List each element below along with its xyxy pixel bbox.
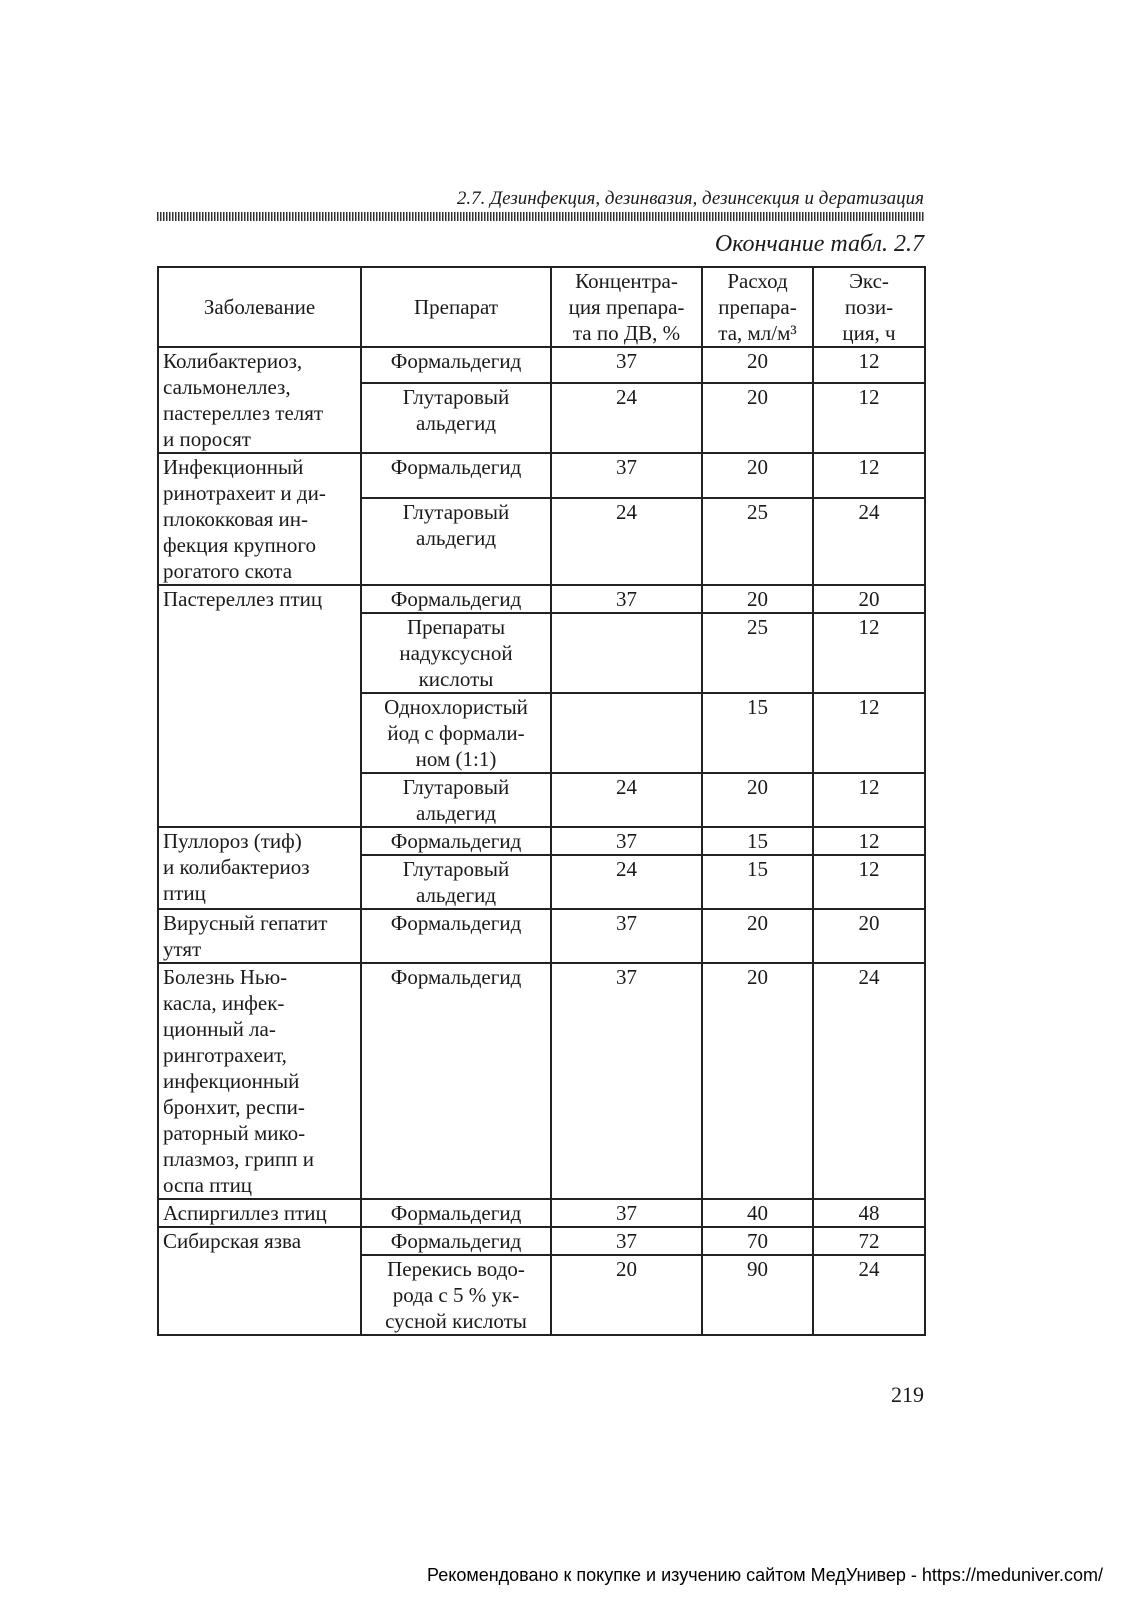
header-consumption-line: препара- — [718, 295, 797, 319]
preparation-cell — [361, 613, 551, 693]
preparation-cell — [361, 855, 551, 909]
exposure-cell: 72 — [813, 1227, 925, 1255]
exposure-cell: 20 — [813, 909, 925, 963]
consumption-cell: 20 — [702, 383, 813, 453]
consumption-cell: 20 — [702, 963, 813, 1199]
concentration-cell — [551, 613, 702, 693]
exposure-cell: 12 — [813, 827, 925, 855]
exposure-cell: 12 — [813, 773, 925, 827]
header-preparation: Препарат — [361, 267, 551, 347]
disease-cell-line: Пастереллез птиц — [163, 587, 323, 611]
consumption-cell: 20 — [702, 909, 813, 963]
header-consumption — [702, 267, 813, 347]
header-exposure-line: пози- — [844, 295, 894, 319]
concentration-cell: 24 — [551, 855, 702, 909]
disease-cell-line: Инфекционный — [163, 455, 304, 479]
disease-cell — [158, 827, 361, 909]
preparation-cell — [361, 347, 551, 383]
preparation-cell — [361, 693, 551, 773]
header-exposure — [813, 267, 925, 347]
disease-cell-line: плазмоз, грипп и — [163, 1147, 314, 1171]
preparation-cell — [361, 963, 551, 1199]
preparation-cell-line: ном (1:1) — [415, 747, 497, 771]
disease-cell-line: бронхит, респи- — [163, 1095, 305, 1119]
table-row — [158, 585, 925, 613]
preparation-cell-line: альдегид — [415, 883, 497, 907]
consumption-cell: 15 — [702, 855, 813, 909]
disease-cell-line: Сибирская язва — [163, 1229, 302, 1253]
preparation-cell — [361, 909, 551, 963]
disease-cell — [158, 963, 361, 1199]
header-concentration-line: та по ДВ, % — [572, 321, 681, 345]
exposure-cell: 20 — [813, 585, 925, 613]
concentration-cell: 37 — [551, 963, 702, 1199]
disease-cell-line: Вирусный гепатит — [163, 911, 328, 935]
exposure-cell: 12 — [813, 383, 925, 453]
concentration-cell: 24 — [551, 498, 702, 585]
consumption-cell: 25 — [702, 613, 813, 693]
disease-cell-line: пастереллез телят — [163, 401, 324, 425]
exposure-cell: 24 — [813, 1255, 925, 1335]
disease-cell-line: Аспиргиллез птиц — [163, 1201, 327, 1225]
exposure-cell: 12 — [813, 693, 925, 773]
consumption-cell: 20 — [702, 453, 813, 498]
header-concentration-line: Концентра- — [575, 269, 678, 293]
exposure-cell: 24 — [813, 498, 925, 585]
preparation-cell-line: сусной кислоты — [385, 1309, 527, 1333]
preparation-cell-line: Формальдегид — [390, 587, 522, 611]
preparation-cell-line: Глутаровый — [402, 500, 510, 525]
header-concentration-line: ция препара- — [568, 295, 685, 319]
preparation-cell — [361, 498, 551, 585]
preparation-cell-line: йод с формали- — [387, 721, 525, 745]
disease-cell-line: ринготрахеит, — [163, 1043, 287, 1067]
disease-cell — [158, 347, 361, 453]
disease-cell-line: ционный ла- — [163, 1017, 276, 1041]
concentration-cell: 37 — [551, 827, 702, 855]
disease-cell-line: оспа птиц — [163, 1173, 253, 1197]
disease-cell-line: раторный мико- — [163, 1121, 306, 1145]
header-consumption-line: та, мл/м³ — [718, 321, 797, 345]
table-row — [158, 453, 925, 498]
preparation-cell-line: альдегид — [415, 526, 497, 551]
exposure-cell: 12 — [813, 855, 925, 909]
disease-cell-line: плококковая ин- — [163, 507, 309, 531]
preparation-cell-line: Препараты — [406, 615, 506, 639]
preparation-cell-line: кислоты — [418, 667, 494, 691]
preparation-cell-line: рода с 5 % ук- — [392, 1283, 520, 1307]
consumption-cell: 20 — [702, 773, 813, 827]
table-row — [158, 909, 925, 963]
consumption-cell: 15 — [702, 827, 813, 855]
header-concentration — [551, 267, 702, 347]
preparation-cell-line: надуксусной — [399, 641, 513, 665]
concentration-cell: 37 — [551, 1199, 702, 1227]
disease-cell-line: Колибактериоз, — [163, 349, 303, 373]
preparation-cell-line: Формальдегид — [390, 349, 522, 373]
concentration-cell: 24 — [551, 383, 702, 453]
header-rule — [157, 212, 924, 221]
disease-cell-line: и поросят — [163, 427, 251, 451]
preparation-cell-line: Глутаровый — [402, 385, 510, 410]
preparation-cell-line: Глутаровый — [402, 857, 510, 881]
concentration-cell: 37 — [551, 453, 702, 498]
exposure-cell: 12 — [813, 613, 925, 693]
preparation-cell — [361, 453, 551, 498]
consumption-cell: 70 — [702, 1227, 813, 1255]
preparation-cell — [361, 1255, 551, 1335]
disease-cell-line: птиц — [163, 881, 206, 905]
table-caption: Окончание табл. 2.7 — [714, 231, 924, 257]
table-body — [158, 347, 925, 1335]
concentration-cell: 37 — [551, 1227, 702, 1255]
header-exposure-line: ция, ч — [842, 321, 896, 345]
consumption-cell: 40 — [702, 1199, 813, 1227]
disease-cell-line: ринотрахеит и ди- — [163, 481, 326, 505]
preparation-cell — [361, 773, 551, 827]
disease-cell — [158, 1199, 361, 1227]
footer-note: Рекомендовано к покупке и изучению сайтом МедУнивер - https://meduniver.com/ — [427, 1565, 1103, 1585]
preparation-cell-line: Однохлористый — [384, 695, 528, 719]
header-exposure-line: Экс- — [849, 269, 889, 293]
disease-cell — [158, 453, 361, 585]
preparation-cell — [361, 1199, 551, 1227]
concentration-cell: 37 — [551, 585, 702, 613]
consumption-cell: 20 — [702, 585, 813, 613]
preparation-cell-line: Перекись водо- — [387, 1257, 525, 1281]
preparation-cell — [361, 1227, 551, 1255]
concentration-cell: 37 — [551, 909, 702, 963]
preparation-cell — [361, 585, 551, 613]
concentration-cell: 24 — [551, 773, 702, 827]
disease-cell-line: утят — [163, 937, 202, 961]
preparation-cell-line: Формальдегид — [390, 965, 522, 989]
table-header-row — [158, 267, 925, 347]
disease-cell-line: касла, инфек- — [163, 991, 285, 1015]
disease-cell-line: и колибактериоз — [163, 855, 310, 879]
table-row — [158, 347, 925, 383]
disease-cell-line: сальмонеллез, — [163, 375, 291, 399]
preparation-cell-line: Формальдегид — [390, 1201, 522, 1225]
header-consumption-line: Расход — [727, 269, 788, 293]
preparation-cell-line: Формальдегид — [390, 1229, 522, 1253]
disease-cell — [158, 909, 361, 963]
running-head: 2.7. Дезинфекция, дезинвазия, дезинсекция и дератизация — [456, 188, 924, 209]
preparation-cell — [361, 383, 551, 453]
concentration-cell: 37 — [551, 347, 702, 383]
exposure-cell: 24 — [813, 963, 925, 1199]
consumption-cell: 15 — [702, 693, 813, 773]
preparation-cell-line: Формальдегид — [390, 911, 522, 935]
concentration-cell: 20 — [551, 1255, 702, 1335]
disease-cell — [158, 585, 361, 827]
disease-cell-line: Болезнь Нью- — [163, 965, 288, 989]
exposure-cell: 12 — [813, 453, 925, 498]
preparation-cell-line: альдегид — [415, 411, 497, 436]
exposure-cell: 48 — [813, 1199, 925, 1227]
header-disease: Заболевание — [158, 267, 361, 347]
preparation-cell-line: альдегид — [415, 801, 497, 825]
consumption-cell: 20 — [702, 347, 813, 383]
preparation-cell-line: Глутаровый — [402, 775, 510, 799]
consumption-cell: 25 — [702, 498, 813, 585]
disinfection-table — [157, 266, 926, 1336]
disease-cell-line: рогатого скота — [163, 559, 293, 583]
table-row — [158, 1227, 925, 1255]
table-row — [158, 1199, 925, 1227]
exposure-cell: 12 — [813, 347, 925, 383]
table-row — [158, 963, 925, 1199]
disease-cell-line: инфекционный — [163, 1069, 300, 1093]
concentration-cell — [551, 693, 702, 773]
consumption-cell: 90 — [702, 1255, 813, 1335]
page-number: 219 — [891, 1382, 924, 1407]
table-row — [158, 827, 925, 855]
preparation-cell — [361, 827, 551, 855]
disease-cell — [158, 1227, 361, 1335]
preparation-cell-line: Формальдегид — [390, 455, 522, 479]
disease-cell-line: фекция крупного — [163, 533, 317, 557]
disease-cell-line: Пуллороз (тиф) — [163, 829, 302, 853]
preparation-cell-line: Формальдегид — [390, 829, 522, 853]
